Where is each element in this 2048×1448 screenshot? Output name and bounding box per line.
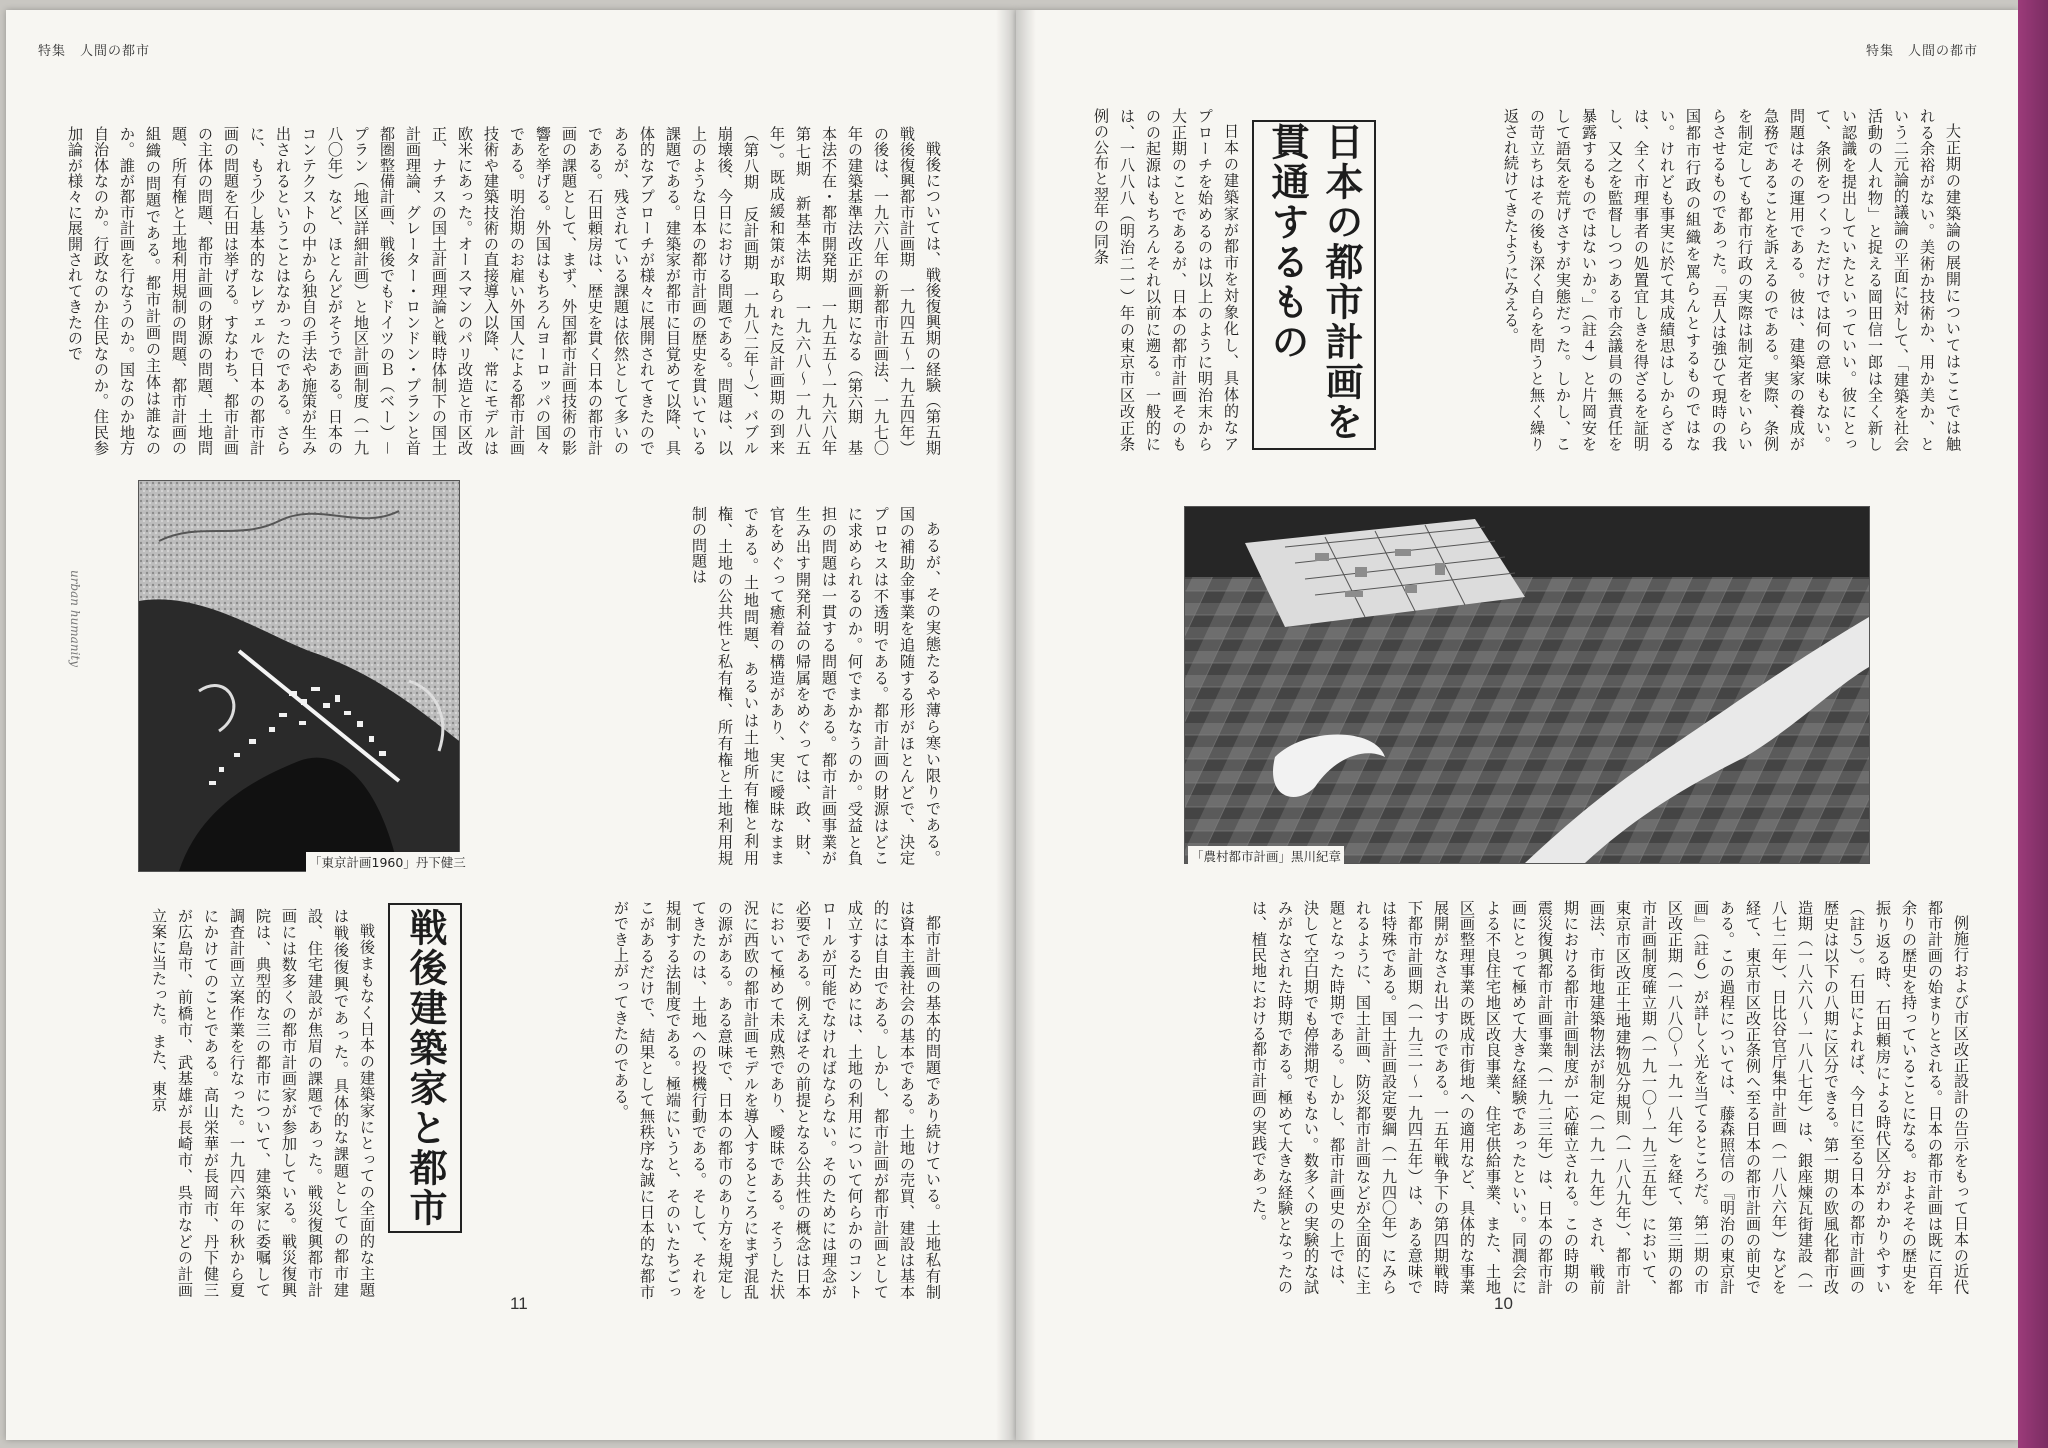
right-top-text — [1316, 108, 1966, 452]
tokyo-bay-plan-image — [139, 481, 459, 871]
page-number-left: 11 — [510, 1294, 528, 1313]
agricultural-city-caption: 「農村都市計画」黒川紀章 — [1188, 846, 1344, 866]
section-heading-postwar: 戦後建築家と都市 — [403, 908, 447, 1228]
left-top-paragraph: 戦後については、戦後復興期の経験（第五期 戦後復興都市計画期 一九四五〜一九五四年）の後は、一九六八年の新都市計画法、一九七〇年の建築基準法改正が画期になる（第六期 基本法不在・都市開発期 一九五五〜一九六八年 第七期 新基本法期 一九六八〜一九八五年）。既成緩和策が取られた反計画期の到来（第八期 反計画期 一九八二年〜）、バブル崩壊後、今日における問題である。問題は、以上のような日本の都市計画の歴史を貫いている課題である。建築家が都市に目覚めて以降、具体的なアプローチが様々に展開されてきたのであるが、残されている課題は依然として多いのである。石田頼房は、歴史を貫く日本の都市計画の課題として、まず、外国都市計画技術の影響を挙げる。外国はもちろんヨーロッパの国々である。明治期のお雇い外国人による都市計画技術や建築技術の直接導入以降、常にモデルは欧米にあった。オースマンのパリ改造と市区改正、ナチスの国土計画理論と戦時体制下の国土計画理論、グレーター・ロンドン・プランと首都圏整備計画、戦後でもドイツのＢ（ベー）－プラン（地区詳細計画）と地区計画制度（一九八〇年）など、ほとんどがそうである。日本のコンテクストの中から独自の手法や施策が生み出されるということはなかったのである。さらに、もう少し基本的なレヴェルで日本の都市計画の問題を石田は挙げる。すなわち、都市計画の主体の問題、都市計画の財源の問題、土地問題、所有権と土地利用規制の問題、都市計画の組織の問題である。都市計画の主体は誰なのか。誰が都市計画を行なうのか。国なのか地方自治体なのか。行政なのか住民なのか。住民参加論が様々に展開されてきたので — [66, 126, 942, 472]
tokyo-plan-caption: 「東京計画1960」丹下健三 — [306, 852, 469, 872]
agricultural-city-photo — [1184, 506, 1870, 864]
left-bottom-paragraph: 都市計画の基本的問題であり続けている。土地私有制は資本主義社会の基本である。土地の売買、建設は基本的には自由である。しかし、都市計画が都市計画として成立するためには、土地の利用について何らかのコントロールが可能でなければならない。そのためには理念が必要である。例えばその前提となる公共性の概念は日本において極めて未成熟であり、曖昧である。そうした状況に西欧の都市計画モデルを導入するところにまず混乱の源がある。ある意味で、日本の都市のあり方を規定してきたのは、土地への投機行動である。そして、それを規制する法制度である。極端にいうと、そのいたちごっこがあるだけで、結果として無秩序な誠に日本的な都市ができ上がってきたのである。 — [612, 900, 942, 1300]
left-section-text — [80, 908, 380, 1298]
left-mid-paragraph: あるが、その実態たるや薄ら寒い限りである。国の補助金事業を追随する形がほとんどで、決定プロセスは不透明である。都市計画の財源はどこに求められるのか。何でまかなうのか。受益と負担の問題は一貫する問題である。都市計画事業が生み出す開発利益の帰属をめぐっては、政、財、官をめぐって癒着の構造があり、実に曖昧なままである。土地問題、あるいは土地所有権と利用権、土地の公共性と私有権、所有権と土地利用規制の問題は — [690, 506, 942, 866]
edge-strip — [2018, 0, 2048, 1448]
right-bottom-paragraph: 例施行および市区改正設計の告示をもって日本の近代都市計画の始まりとされる。日本の都市計画は既に百年余りの歴史を持っていることになる。およそその歴史を振り返る時、石田頼房による時代区分がわかりやすい（註５）。石田によれば、今日に至る日本の都市計画の歴史は以下の八期に区分できる。第一期の欧風化都市改造期（一八六八〜一八八七年）は、銀座煉瓦街建設（一八七二年）、日比谷官庁集中計画（一八八六年）などを経て、東京市区改正条例へ至る日本の都市計画の前史である。この過程については、藤森照信の『明治の東京計画』（註６）が詳しく光を当てるところだ。第二期の市区改正期（一八八〇〜一九一八年）を経て、第三期の都市計画制度確立期（一九一〇〜一九三五年）において、東京市区改正土地建物処分規則（一八八九年）、都市計画法、市街地建築物法が制定（一九一九年）され、戦前期における都市計画制度が一応確立される。この時期の震災復興都市計画事業（一九二三年）は、日本の都市計画にとって極めて大きな経験であったといい。同潤会による不良住宅地区改良事業、住宅供給事業、また、土地区画整理事業の既成市街地への適用など、具体的な事業展開がなされ出すのである。一五年戦争下の第四期戦時下都市計画期（一九三一〜一九四五年）は、ある意味では特殊である。国土計画設定要綱（一九四〇年）にみられるように、国土計画、防災都市計画などが全面的に主題となった時期である。しかし、都市計画史の上では、決して空白期でも停滞期でもない。数多くの実験的な試みがなされた時期である。極めて大きな経験となったのは、植民地における都市計画の実践であった。 — [1250, 900, 1970, 1295]
right-top-paragraph: 大正期の建築論の展開についてはここでは触れる余裕がない。美術か技術か、用か美か、という二元論的議論の平面に対して、「建築を社会活動の人れ物」と捉える岡田信一郎は全く新しい認識を提出していたといっていい。彼にとって、条例をつくっただけでは何の意味もない。問題はその運用である。彼は、建築家の養成が急務であることを訴えるのである。実際、条例を制定しても都市行政の実際は制定者をいらいらさせるものであった。「吾人は強ひて現時の我国都市行政の組織を罵らんとするものではない。けれども事実に於て其成績思はしからざるは、全く市理事者の処置宜しきを得ざるを証明し、又之を監督しつつある市会議員の無責任を暴露するものではないか。」（註４）と片岡安をして語気を荒げさすが実態だった。しかし、この苛立ちはその後も深く自らを問うと無く繰り返され続けてきたようにみえる。 — [1502, 108, 1962, 452]
left-page — [6, 10, 1016, 1440]
section-heading-box-japan — [1252, 120, 1376, 450]
section-heading-box-postwar — [388, 903, 462, 1233]
page-number-right: 10 — [1494, 1294, 1513, 1313]
right-bottom-text — [1074, 900, 1974, 1295]
right-page — [1016, 10, 2018, 1440]
tokyo-plan-1960-photo — [138, 480, 460, 872]
spine-shadow — [996, 10, 1036, 1440]
left-bottom-text — [566, 900, 946, 1300]
left-mid-text — [678, 506, 946, 866]
left-section-paragraph: 戦後まもなく日本の建築家にとっての全面的な主題は戦後復興であった。具体的な課題としての都市建設、住宅建設が焦眉の課題であった。戦災復興都市計画には数多くの都市計画家が参加している。戦災復興院は、典型的な三の都市について、建築家に委嘱して調査計画立案作業を行なった。一九四六年の秋から夏にかけてのことである。高山栄華が長岡市、丹下健三が広島市、前橋市、武基雄が長崎市、呉市などの計画立案に当たった。また、東京 — [150, 908, 376, 1298]
agricultural-city-image — [1185, 507, 1869, 863]
running-head-right: 特集 人間の都市 — [1865, 44, 1978, 59]
section-heading-japan: 日本の都市計画を貫通するもの — [1265, 122, 1363, 442]
side-label: urban humanity — [68, 570, 82, 668]
running-head-left: 特集 人間の都市 — [38, 44, 151, 59]
right-top-left-paragraph: 日本の建築家が都市を対象化し、具体的なアプローチを始めるのは以上のように明治末から大正期のことであるが、日本の都市計画そのものの起源はもちろんそれ以前に遡る。一般的には、一八八八（明治二一）年の東京市区改正条例の公布と翌年の同条 — [1092, 108, 1240, 452]
left-top-text — [66, 126, 946, 472]
right-top-left-text — [1074, 108, 1244, 452]
